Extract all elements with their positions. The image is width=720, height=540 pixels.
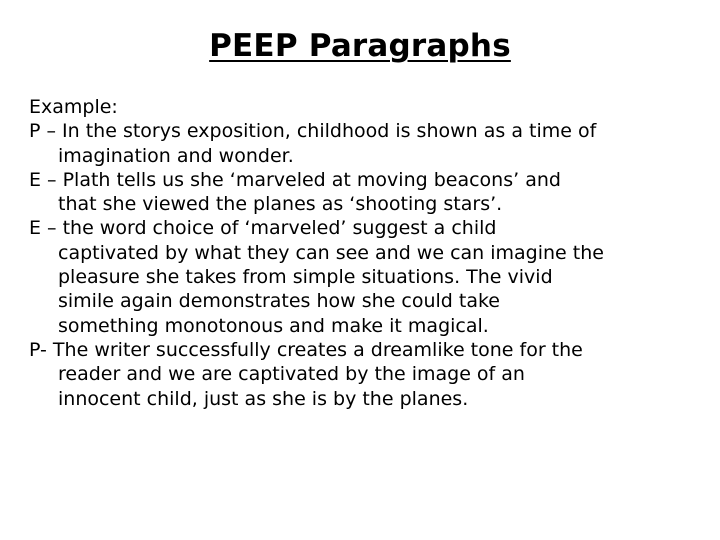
body-line: Example:: [29, 96, 118, 118]
body-line: imagination and wonder.: [58, 144, 294, 167]
slide-body: [29, 95, 709, 411]
body-line: P – In the storys exposition, childhood is shown as a time of: [29, 120, 597, 143]
body-line: E – Plath tells us she ‘marveled at moving beacons’ and: [29, 168, 561, 191]
body-line: simile again demonstrates how she could take: [58, 290, 501, 313]
body-line: E – the word choice of ‘marveled’ suggest a child: [29, 217, 497, 240]
body-line: something monotonous and make it magical.: [58, 314, 489, 337]
body-line: captivated by what they can see and we can imagine the: [58, 241, 604, 264]
body-line: that she viewed the planes as ‘shooting stars’.: [58, 193, 503, 216]
slide-title: PEEP Paragraphs: [209, 28, 511, 64]
body-line: reader and we are captivated by the image of an: [58, 363, 525, 386]
body-line: P- The writer successfully creates a dreamlike tone for the: [29, 338, 583, 361]
body-line: pleasure she takes from simple situations. The vivid: [58, 266, 553, 289]
body-line: innocent child, just as she is by the planes.: [58, 387, 469, 410]
